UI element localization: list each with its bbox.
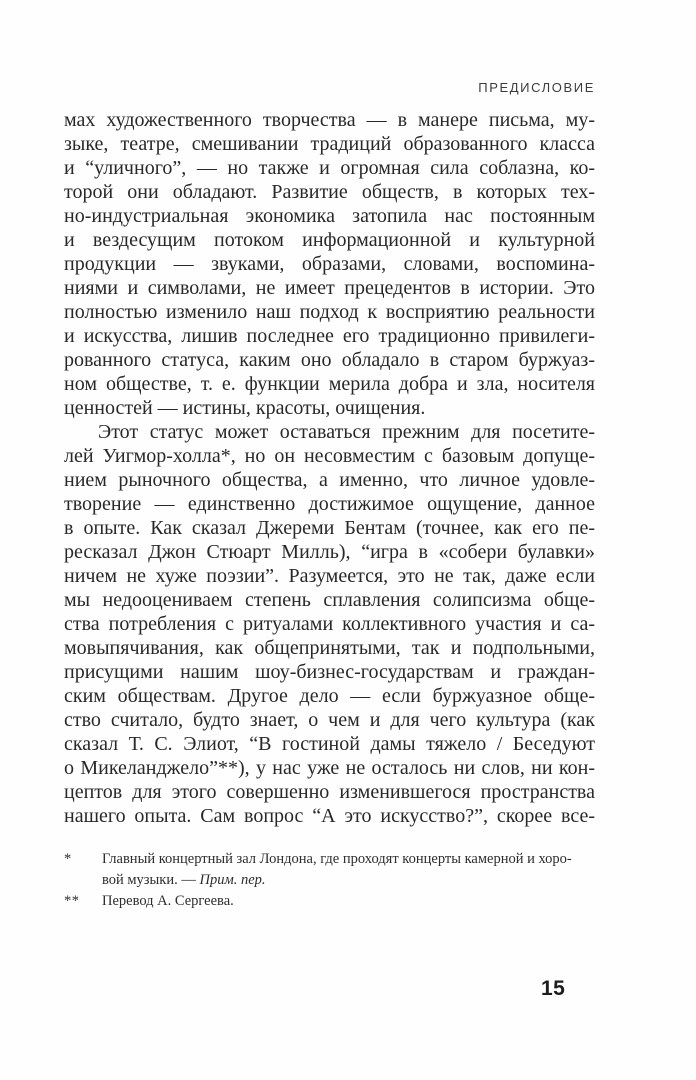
text-line: нием рыночного общества, а именно, что личное удовле- bbox=[64, 469, 595, 491]
paragraph bbox=[64, 420, 595, 828]
text-line: но-индустриальная экономика затопила нас постоянным bbox=[64, 205, 595, 227]
text-line: ства потребления с ритуалами коллективного участия и са- bbox=[64, 613, 595, 635]
text-line: мы недооцениваем степень сплавления солипсизма обще- bbox=[64, 589, 595, 611]
footnote-marker: * bbox=[64, 851, 72, 867]
text-line: ценностей — истины, красоты, очищения. bbox=[64, 397, 426, 419]
text-line: ресказал Джон Стюарт Милль), “игра в «собери булавки» bbox=[64, 541, 595, 563]
text-line: ским обществам. Другое дело — если буржуазное обще- bbox=[64, 685, 595, 707]
text-line: торой они обладают. Развитие обществ, в которых тех- bbox=[64, 181, 595, 203]
footnote bbox=[64, 849, 595, 891]
text-line: ном обществе, т. е. функции мерила добра и зла, носителя bbox=[64, 373, 595, 395]
text-line: мах художественного творчества — в манере письма, му- bbox=[64, 109, 595, 131]
text-line: и искусства, лишив последнее его традиционно привилеги- bbox=[64, 325, 595, 347]
text-line: лей Уигмор-холла*, но он несовместим с базовым допуще- bbox=[64, 445, 595, 467]
text-line: продукции — звуками, образами, словами, воспомина- bbox=[64, 253, 595, 275]
text-line: творение — единственно достижимое ощущение, данное bbox=[64, 493, 595, 515]
footnote-text: Главный концертный зал Лондона, где проходят концерты камерной и хоро- bbox=[102, 851, 572, 867]
paragraph bbox=[64, 108, 595, 420]
text-line: о Микеланджело”**), у нас уже не осталось ни слов, ни кон- bbox=[64, 757, 595, 779]
footnote-marker: ** bbox=[64, 893, 80, 909]
text-line: ство считало, будто знает, о чем и для чего культура (как bbox=[64, 709, 595, 731]
footnote-text: вой музыки. — Прим. пер. bbox=[102, 872, 266, 888]
text-line: ничем не хуже поэзии”. Разумеется, это не так, даже если bbox=[64, 565, 595, 587]
text-line: и “уличного”, — но также и огромная сила соблазна, ко- bbox=[64, 157, 595, 179]
text-line: нашего опыта. Сам вопрос “А это искусство?”, скорее все- bbox=[64, 805, 595, 827]
text-line: в опыте. Как сказал Джереми Бентам (точнее, как его пе- bbox=[64, 517, 595, 539]
text-line: рованного статуса, каким оно обладало в старом буржуаз- bbox=[64, 349, 595, 371]
text-line: сказал Т. С. Элиот, “В гостиной дамы тяжело / Беседуют bbox=[64, 733, 595, 755]
text-line: цептов для этого совершенно изменившегося пространства bbox=[64, 781, 595, 803]
footnote bbox=[64, 891, 595, 912]
body-text bbox=[64, 108, 595, 828]
text-line: присущими нашим шоу-бизнес-государствам и граждан- bbox=[64, 661, 595, 683]
text-line: ниями и символами, не имеет прецедентов в истории. Это bbox=[64, 277, 595, 299]
running-head: ПРЕДИСЛОВИЕ bbox=[478, 80, 595, 95]
text-line: полностью изменило наш подход к восприятию реальности bbox=[64, 301, 595, 323]
footnote-text: Перевод А. Сергеева. bbox=[102, 893, 234, 909]
text-line: Этот статус может оставаться прежним для посетите- bbox=[98, 421, 595, 443]
text-line: мовыпячивания, как общепринятыми, так и подпольными, bbox=[64, 637, 595, 659]
footnotes bbox=[64, 849, 595, 912]
text-line: и вездесущим потоком информационной и культурной bbox=[64, 229, 595, 251]
page-number: 15 bbox=[541, 977, 566, 1000]
text-line: зыке, театре, смешивании традиций образованного класса bbox=[64, 133, 595, 155]
